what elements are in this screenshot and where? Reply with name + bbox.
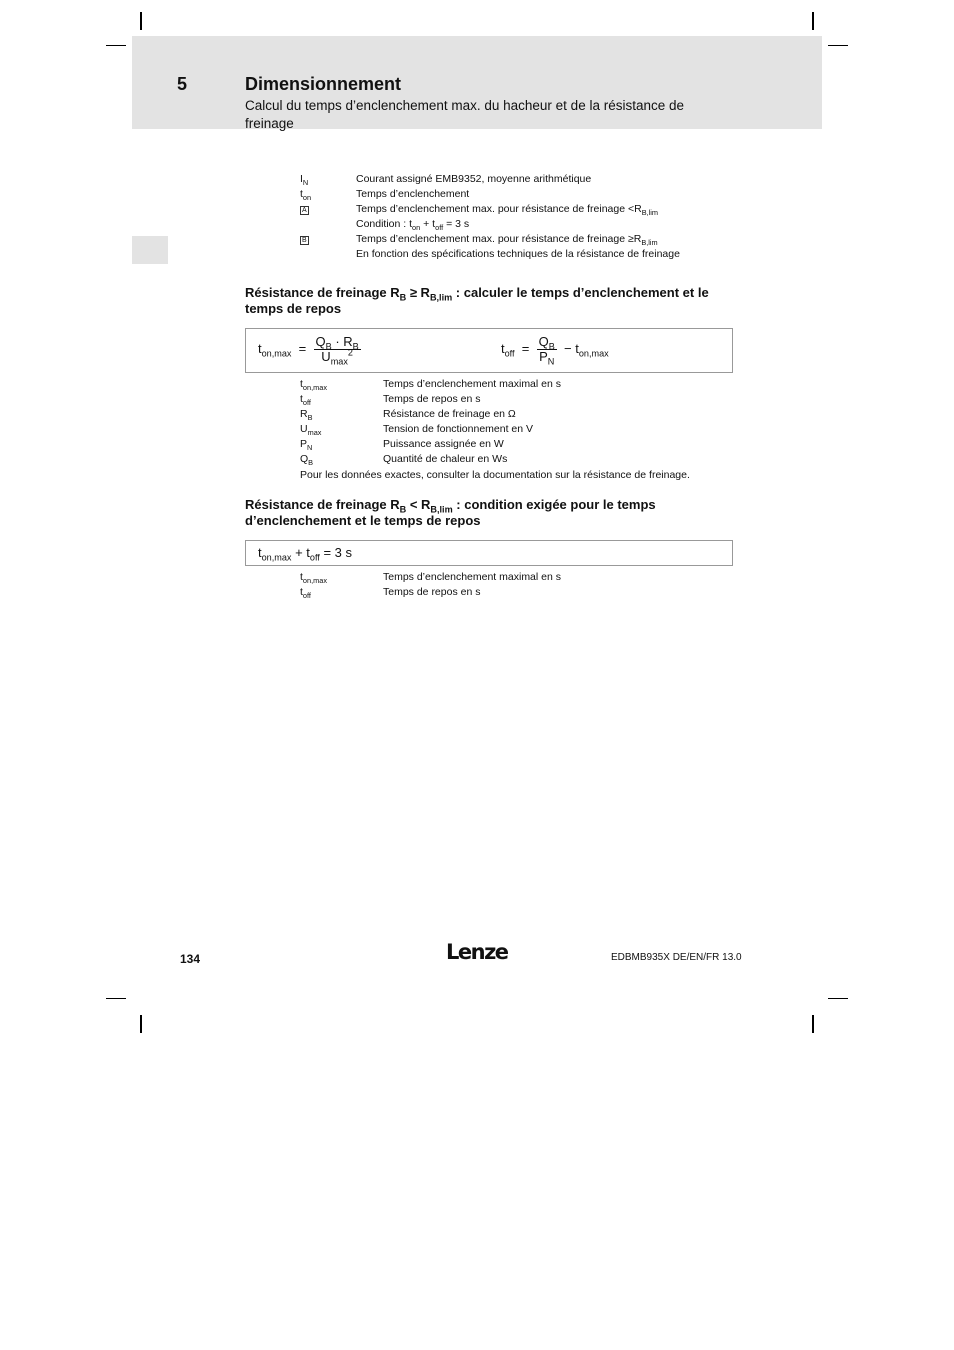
symbol-ton: $t_{on}$ xyxy=(300,188,312,203)
formula-value: = 3 s xyxy=(319,545,353,560)
symbol-a xyxy=(300,202,309,217)
legend-row xyxy=(300,247,730,262)
legend-row xyxy=(300,232,730,247)
heading-text: : condition exigée pour le temps d’enclenchement et le temps de repos xyxy=(245,497,656,528)
legend-desc-text: Temps d’enclenchement max. pour résistance de freinage ≥R xyxy=(356,233,642,245)
crop-mark xyxy=(812,12,814,30)
chapter-subtitle: Calcul du temps d’enclenchement max. du hacheur et de la résistance de freinage xyxy=(245,98,685,131)
heading-text: : calculer le temps d’enclenchement et le temps de repos xyxy=(245,285,709,316)
fraction: $\frac{Q_B \cdot R_B}{U_{max}^2}$ xyxy=(315,334,359,367)
legend-row: $R_B$ Résistance de freinage en Ω xyxy=(300,408,516,423)
legend-desc: Puissance assignée en W xyxy=(383,438,504,450)
legend-symbols xyxy=(300,172,730,262)
legend-row: $Q_B$ Quantité de chaleur en Ws xyxy=(300,453,508,468)
legend-desc: Temps de repos en s xyxy=(383,393,481,405)
legend-desc-text: Temps d’enclenchement max. pour résistance de freinage <R xyxy=(356,203,642,215)
legend-row xyxy=(300,187,730,202)
fraction: $\frac{Q_B}{P_N}$ xyxy=(538,334,555,367)
label-b-box: B xyxy=(302,237,307,244)
formula-condition: $t_{on,max} + t_{off} = 3$ s xyxy=(258,545,353,563)
legend-desc: Quantité de chaleur en Ws xyxy=(383,453,508,465)
document-id: EDBMB935X DE/EN/FR 13.0 xyxy=(611,952,742,963)
legend-desc: Résistance de freinage en Ω xyxy=(383,408,516,420)
legend-desc: En fonction des spécifications techniques de la résistance de freinage xyxy=(356,248,680,260)
legend-cond-value: = 3 s xyxy=(443,218,470,230)
legend-note: Pour les données exactes, consulter la documentation sur la résistance de freinage. xyxy=(300,469,690,481)
section-heading: Résistance de freinage $R_B \ge R_{B,lim}$ : calculer le temps d’enclenchement et le temps de repos xyxy=(245,285,709,316)
heading-text: ≥ R xyxy=(406,285,430,300)
chapter-number: 5 xyxy=(177,74,188,94)
side-tab-marker xyxy=(132,236,168,264)
lenze-logo: Lenze xyxy=(446,940,508,964)
crop-mark xyxy=(106,45,126,46)
legend-row: $U_{max}$ Tension de fonctionnement en V xyxy=(300,423,534,438)
legend-desc: Temps d’enclenchement max. pour résistance de freinage $\ge R_{B,lim}$ xyxy=(356,233,658,248)
legend-desc: Temps d’enclenchement max. pour résistance de freinage $<R_{B,lim}$ xyxy=(356,203,659,218)
formula-ton-max: $t_{on,max}$ = $\frac{Q_B \cdot R_B}{U_{max}^2}$ xyxy=(258,334,359,367)
legend-desc: Temps d’enclenchement maximal en s xyxy=(383,378,561,390)
legend-cond-text: Condition : t xyxy=(356,218,413,230)
crop-mark xyxy=(828,45,848,46)
legend-variables xyxy=(300,570,730,600)
heading-text: < R xyxy=(406,497,431,512)
crop-mark xyxy=(106,998,126,999)
formula-toff: $t_{off}$ = $\frac{Q_B}{P_N}$ − $t_{on,max}$ xyxy=(501,334,609,367)
legend-condition: Condition : $t_{on} + t_{off} = 3$ s xyxy=(356,218,470,233)
chapter-title: Dimensionnement xyxy=(245,74,402,94)
label-a-box: A xyxy=(302,207,307,214)
section-heading: Résistance de freinage $R_B < R_{B,lim}$ : condition exigée pour le temps d’enclenchement et le temps de repos xyxy=(245,497,656,528)
legend-desc: Courant assigné EMB9352, moyenne arithmétique xyxy=(356,173,592,185)
legend-row: $t_{on,max}$ Temps d’enclenchement maximal en s xyxy=(300,571,561,586)
legend-desc: Temps de repos en s xyxy=(383,586,481,598)
legend-row: $P_N$ Puissance assignée en W xyxy=(300,438,504,453)
heading-text: Résistance de freinage R xyxy=(245,497,400,512)
legend-desc: Tension de fonctionnement en V xyxy=(383,423,534,435)
heading-text: Résistance de freinage R xyxy=(245,285,400,300)
formula-box xyxy=(245,328,733,373)
crop-mark xyxy=(140,12,142,30)
legend-row xyxy=(300,202,730,217)
legend-row xyxy=(300,172,730,187)
legend-row xyxy=(300,217,730,232)
crop-mark xyxy=(828,998,848,999)
page-number: 134 xyxy=(180,952,201,966)
legend-row: $t_{off}$ Temps de repos en s xyxy=(300,393,481,408)
symbol-in: $I_N$ xyxy=(300,173,309,188)
formula-box xyxy=(245,540,733,566)
legend-desc: Temps d’enclenchement maximal en s xyxy=(383,571,561,583)
legend-row: $t_{on,max}$ Temps d’enclenchement maximal en s xyxy=(300,378,561,393)
legend-row: $t_{off}$ Temps de repos en s xyxy=(300,586,481,601)
legend-desc: Temps d’enclenchement xyxy=(356,188,470,200)
symbol-b xyxy=(300,232,309,247)
crop-mark xyxy=(812,1015,814,1033)
crop-mark xyxy=(140,1015,142,1033)
legend-variables xyxy=(300,377,730,467)
